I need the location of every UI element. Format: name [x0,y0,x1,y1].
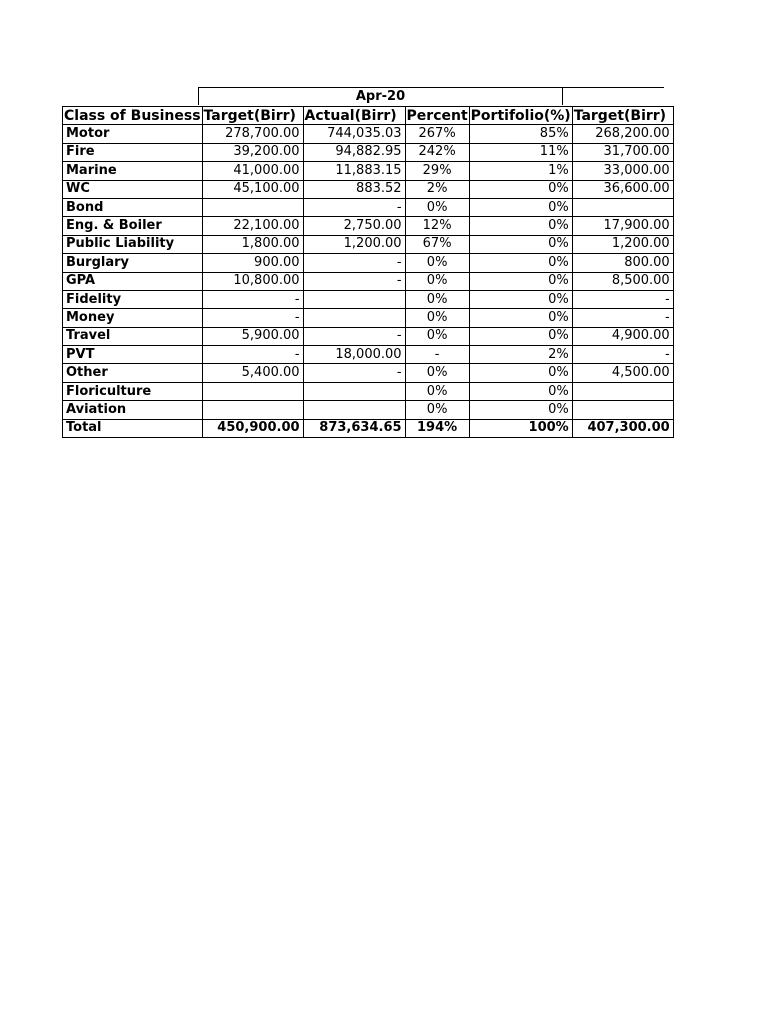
header-next-target: Target(Birr) [572,107,673,125]
percent-cell: 0% [405,272,469,290]
actual-cell [303,290,405,308]
class-cell: Eng. & Boiler [63,217,203,235]
target-cell: - [202,290,303,308]
portfolio-cell: 0% [469,382,572,400]
target-cell: - [202,346,303,364]
class-cell: Floriculture [63,382,203,400]
next-period-header-border [563,87,664,88]
target-cell: 900.00 [202,254,303,272]
actual-cell [303,382,405,400]
class-cell: Public Liability [63,235,203,253]
class-cell: GPA [63,272,203,290]
actual-cell: 744,035.03 [303,125,405,143]
target-cell: 45,100.00 [202,180,303,198]
period-header: Apr-20 [198,87,563,105]
next-target-cell: 36,600.00 [572,180,673,198]
portfolio-cell: 0% [469,235,572,253]
class-cell: WC [63,180,203,198]
class-cell: Fire [63,143,203,161]
next-target-cell: 31,700.00 [572,143,673,161]
header-target: Target(Birr) [202,107,303,125]
percent-cell: 194% [405,419,469,437]
next-target-cell: 407,300.00 [572,419,673,437]
class-cell: PVT [63,346,203,364]
actual-cell [303,309,405,327]
target-cell: 5,900.00 [202,327,303,345]
table-row [63,327,674,345]
percent-cell: 267% [405,125,469,143]
total-row [63,419,674,437]
target-cell: 22,100.00 [202,217,303,235]
next-target-cell: 4,500.00 [572,364,673,382]
next-target-cell [572,198,673,216]
portfolio-cell: 2% [469,346,572,364]
portfolio-cell: 0% [469,290,572,308]
table-row [63,364,674,382]
portfolio-cell: 85% [469,125,572,143]
next-target-cell: 268,200.00 [572,125,673,143]
table-row [63,180,674,198]
actual-cell: 18,000.00 [303,346,405,364]
table-row [63,198,674,216]
next-target-cell: - [572,309,673,327]
actual-cell: 883.52 [303,180,405,198]
table-row [63,217,674,235]
actual-cell: - [303,364,405,382]
table-row [63,235,674,253]
actual-cell: 94,882.95 [303,143,405,161]
target-cell: 10,800.00 [202,272,303,290]
actual-cell: - [303,198,405,216]
table-row [63,143,674,161]
portfolio-cell: 0% [469,217,572,235]
percent-cell: 2% [405,180,469,198]
percent-cell: 0% [405,198,469,216]
actual-cell: - [303,327,405,345]
next-target-cell: - [572,290,673,308]
percent-cell: 0% [405,309,469,327]
percent-cell: 0% [405,290,469,308]
header-percent: Percent [406,107,468,124]
class-cell: Bond [63,198,203,216]
actual-cell: - [303,272,405,290]
next-target-cell [572,401,673,419]
table-row [63,162,674,180]
next-target-cell [572,382,673,400]
table-row [63,254,674,272]
actual-cell: 11,883.15 [303,162,405,180]
percent-cell: 12% [405,217,469,235]
table-row [63,272,674,290]
target-cell: 41,000.00 [202,162,303,180]
actual-cell: 1,200.00 [303,235,405,253]
next-target-cell: 33,000.00 [572,162,673,180]
percent-cell: 0% [405,382,469,400]
report-body [63,125,674,438]
portfolio-cell: 0% [469,401,572,419]
actual-cell: 873,634.65 [303,419,405,437]
class-cell: Motor [63,125,203,143]
class-cell: Aviation [63,401,203,419]
header-class-of-business: Class of Business [64,107,201,124]
percent-cell: 242% [405,143,469,161]
header-row [63,107,674,125]
actual-cell: - [303,254,405,272]
next-target-cell: 8,500.00 [572,272,673,290]
portfolio-cell: 0% [469,364,572,382]
percent-cell: 67% [405,235,469,253]
class-cell: Marine [63,162,203,180]
target-cell [202,401,303,419]
portfolio-cell: 0% [469,198,572,216]
next-target-cell: - [572,346,673,364]
percent-cell: 29% [405,162,469,180]
portfolio-cell: 100% [469,419,572,437]
class-cell: Other [63,364,203,382]
header-portfolio: Portifolio(%) [470,107,571,124]
class-cell: Travel [63,327,203,345]
table-row [63,309,674,327]
portfolio-cell: 0% [469,327,572,345]
target-cell: - [202,309,303,327]
target-cell [202,198,303,216]
next-target-cell: 1,200.00 [572,235,673,253]
portfolio-cell: 0% [469,272,572,290]
next-target-cell: 800.00 [572,254,673,272]
table-row [63,290,674,308]
class-cell: Burglary [63,254,203,272]
portfolio-cell: 0% [469,254,572,272]
portfolio-cell: 1% [469,162,572,180]
class-cell: Money [63,309,203,327]
target-cell: 1,800.00 [202,235,303,253]
class-cell: Total [63,419,203,437]
table-row [63,346,674,364]
table-row [63,382,674,400]
business-report-table [62,106,674,438]
table-row [63,125,674,143]
percent-cell: 0% [405,254,469,272]
portfolio-cell: 11% [469,143,572,161]
portfolio-cell: 0% [469,309,572,327]
percent-cell: 0% [405,401,469,419]
percent-cell: 0% [405,327,469,345]
percent-cell: - [405,346,469,364]
actual-cell [303,401,405,419]
target-cell: 5,400.00 [202,364,303,382]
table-row [63,401,674,419]
actual-cell: 2,750.00 [303,217,405,235]
target-cell [202,382,303,400]
class-cell: Fidelity [63,290,203,308]
target-cell: 39,200.00 [202,143,303,161]
next-target-cell: 4,900.00 [572,327,673,345]
header-actual: Actual(Birr) [303,107,405,125]
percent-cell: 0% [405,364,469,382]
portfolio-cell: 0% [469,180,572,198]
target-cell: 278,700.00 [202,125,303,143]
target-cell: 450,900.00 [202,419,303,437]
next-target-cell: 17,900.00 [572,217,673,235]
